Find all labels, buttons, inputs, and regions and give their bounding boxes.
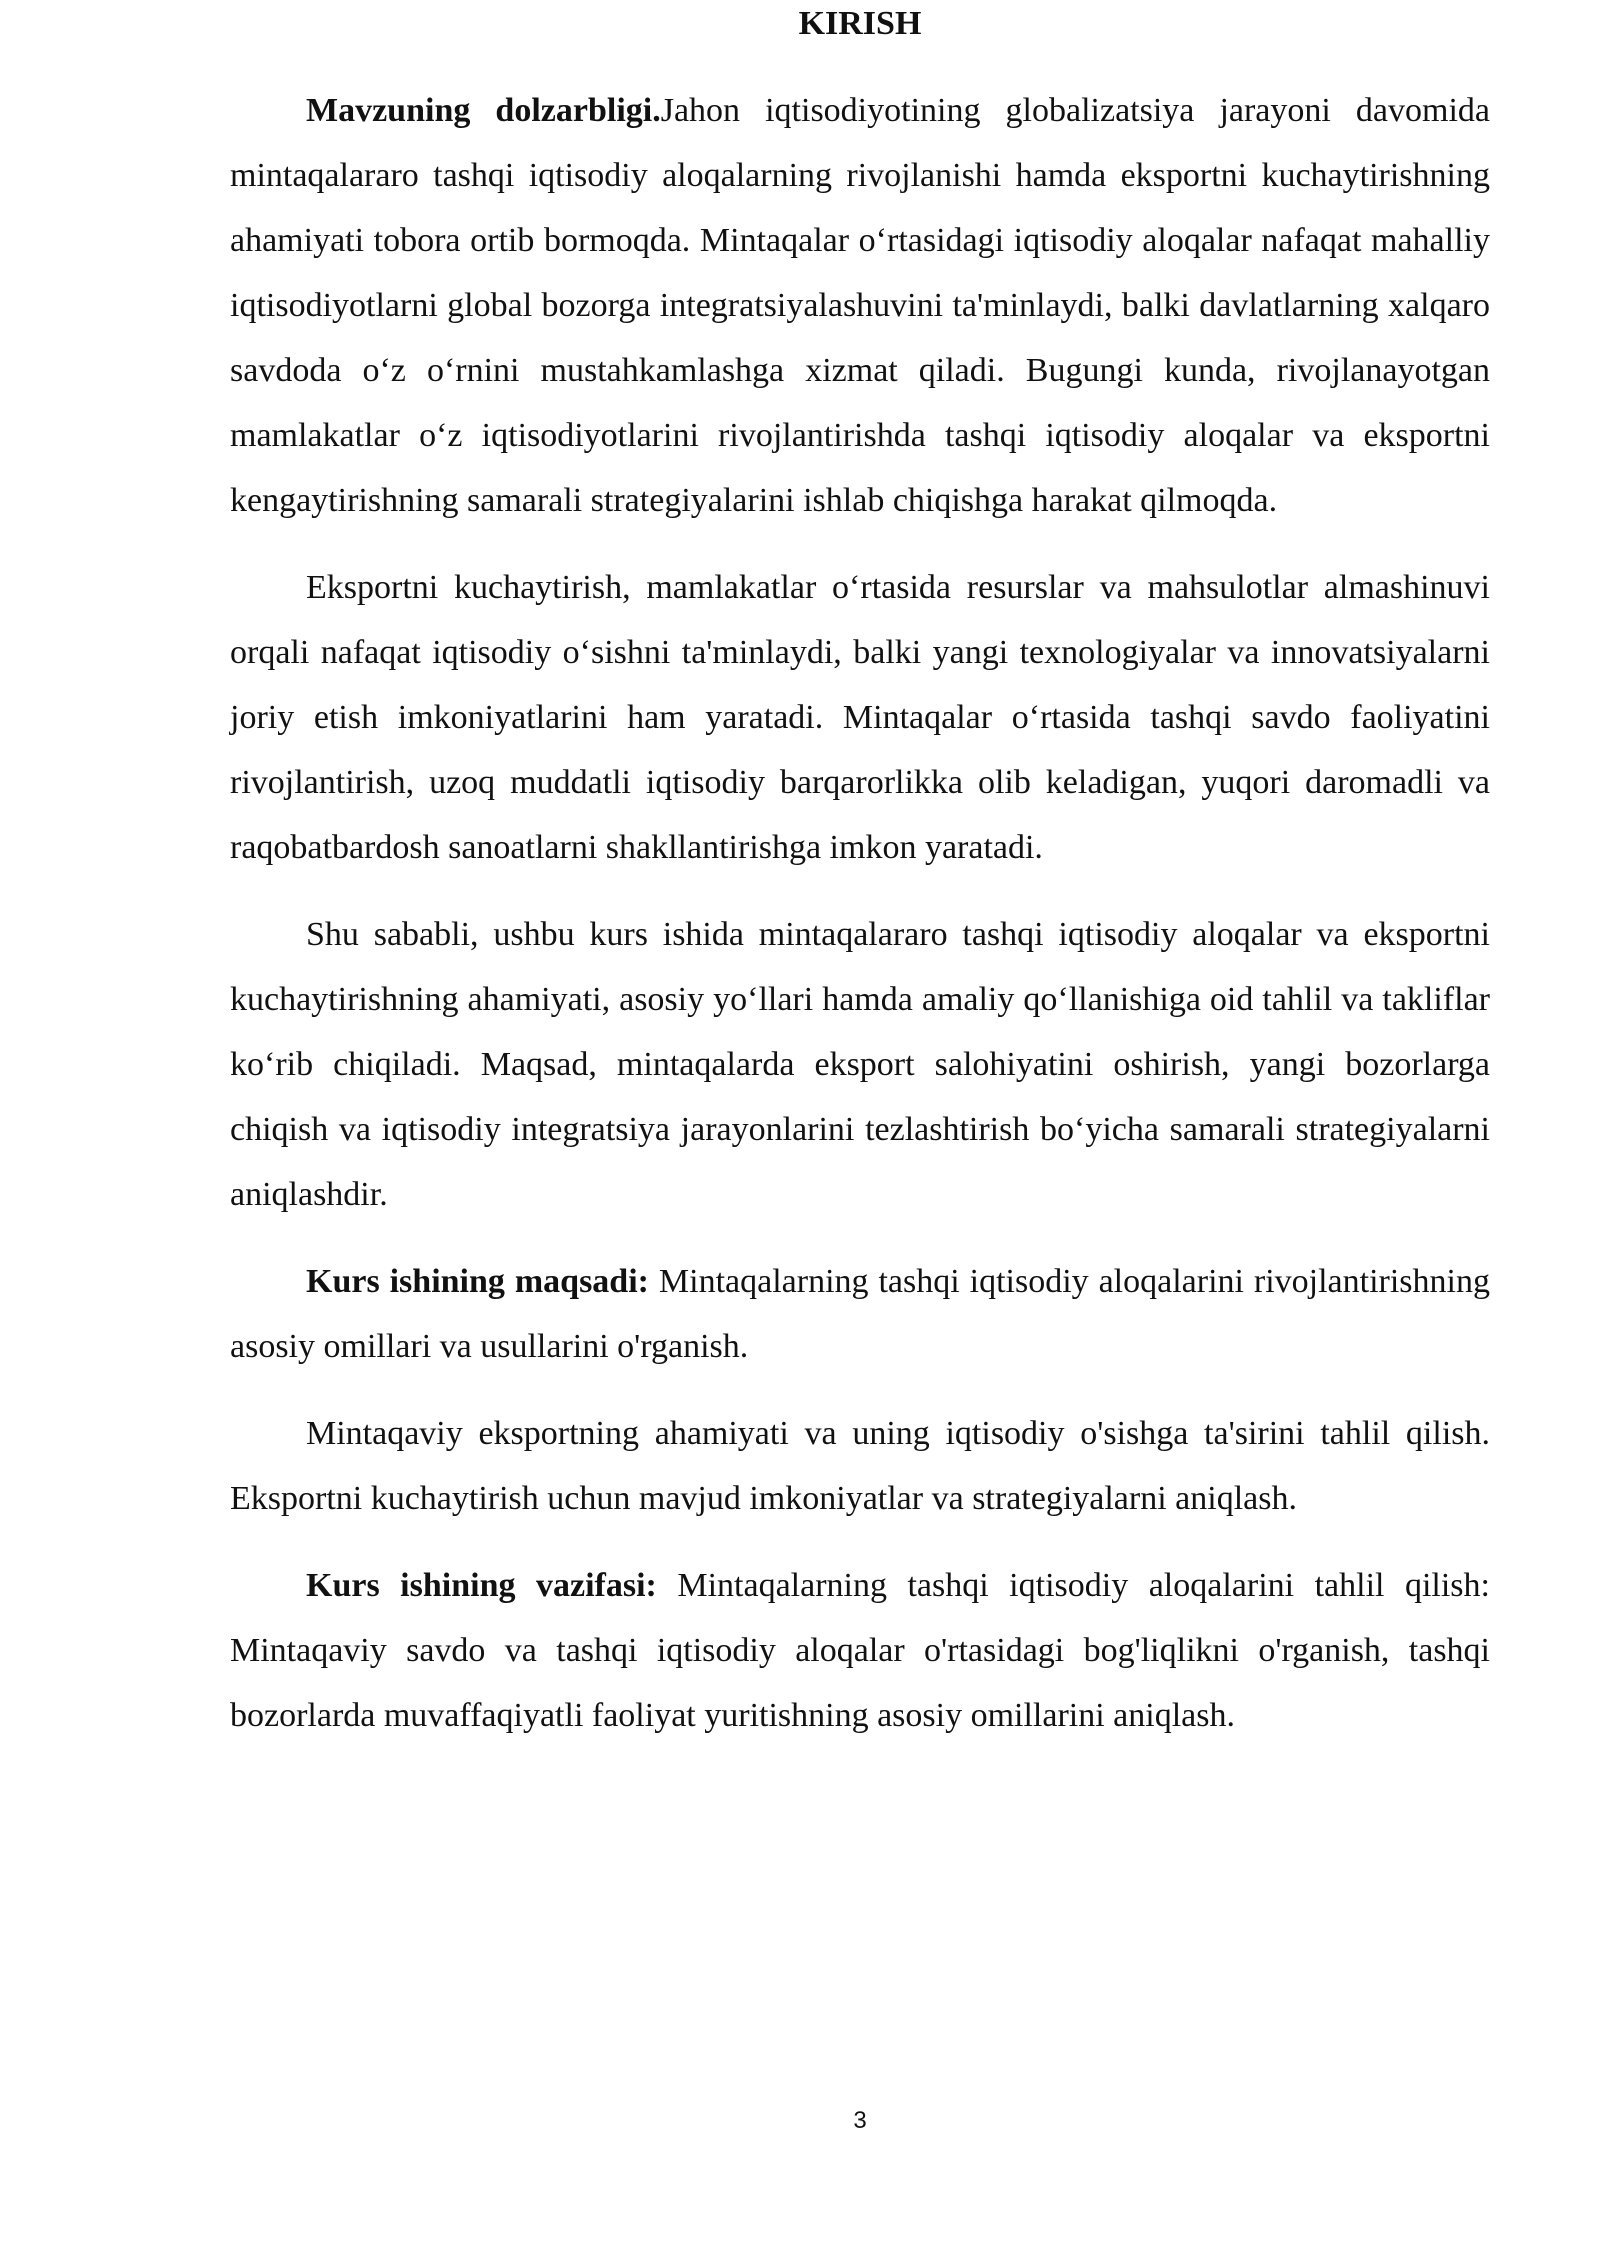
paragraph-relevance bbox=[230, 78, 1490, 533]
page-title: KIRISH bbox=[798, 5, 922, 42]
paragraph-text: Mintaqalarning tashqi iqtisodiy aloqalarini tahlil qilish: Mintaqaviy savdo va tashqi iqtisodiy aloqalar o'rtasidagi bog'liqlikni o'rganish, tashqi bozorlarda muvaffaqiyatli faoliyat yuritishning asosiy omillarini aniqlash. bbox=[230, 1567, 1490, 1734]
page-number: 3 bbox=[853, 2107, 867, 2134]
paragraph-heading: Mavzuning dolzarbligi. bbox=[306, 92, 661, 129]
paragraph-text: Jahon iqtisodiyotining globalizatsiya jarayoni davomida mintaqalararo tashqi iqtisodiy aloqalarning rivojlanishi hamda eksportni kuchaytirishning ahamiyati tobora ortib bormoqda. Mintaqalar o‘rtasidagi iqtisodiy aloqalar nafaqat mahalliy iqtisodiyotlarni global bozorga integratsiyalashuvini ta'minlaydi, balki davlatlarning xalqaro savdoda o‘z o‘rnini mustahkamlashga xizmat qiladi. Bugungi kunda, rivojlanayotgan mamlakatlar o‘z iqtisodiyotlarini rivojlantirishda tashqi iqtisodiy aloqalar va eksportni kengaytirishning samarali strategiyalarini ishlab chiqishga harakat qilmoqda. bbox=[230, 92, 1490, 519]
paragraph-export bbox=[230, 555, 1490, 880]
paragraph-heading: Kurs ishining vazifasi: bbox=[306, 1567, 657, 1604]
document-body bbox=[230, 78, 1490, 1770]
paragraph-text: Shu sababli, ushbu kurs ishida mintaqalararo tashqi iqtisodiy aloqalar va eksportni kuchaytirishning ahamiyati, asosiy yo‘llari hamda amaliy qo‘llanishiga oid tahlil va takliflar ko‘rib chiqiladi. Maqsad, mintaqalarda eksport salohiyatini oshirish, yangi bozorlarga chiqish va iqtisodiy integratsiya jarayonlarini tezlashtirish bo‘yicha samarali strategiyalarni aniqlashdir. bbox=[230, 916, 1490, 1213]
paragraph-text: Mintaqalarning tashqi iqtisodiy aloqalarini rivojlantirishning asosiy omillari va usullarini o'rganish. bbox=[230, 1263, 1490, 1365]
paragraph-course-scope bbox=[230, 902, 1490, 1227]
paragraph-heading: Kurs ishining maqsadi: bbox=[306, 1263, 649, 1300]
paragraph-goal bbox=[230, 1249, 1490, 1379]
paragraph-regional-export bbox=[230, 1401, 1490, 1531]
paragraph-tasks bbox=[230, 1553, 1490, 1748]
paragraph-text: Mintaqaviy eksportning ahamiyati va uning iqtisodiy o'sishga ta'sirini tahlil qilish. Eksportni kuchaytirish uchun mavjud imkoniyatlar va strategiyalarni aniqlash. bbox=[230, 1415, 1490, 1517]
paragraph-text: Eksportni kuchaytirish, mamlakatlar o‘rtasida resurslar va mahsulotlar almashinuvi orqali nafaqat iqtisodiy o‘sishni ta'minlaydi, balki yangi texnologiyalar va innovatsiyalarni joriy etish imkoniyatlarini ham yaratadi. Mintaqalar o‘rtasida tashqi savdo faoliyatini rivojlantirish, uzoq muddatli iqtisodiy barqarorlikka olib keladigan, yuqori daromadli va raqobatbardosh sanoatlarni shakllantirishga imkon yaratadi. bbox=[230, 569, 1490, 866]
